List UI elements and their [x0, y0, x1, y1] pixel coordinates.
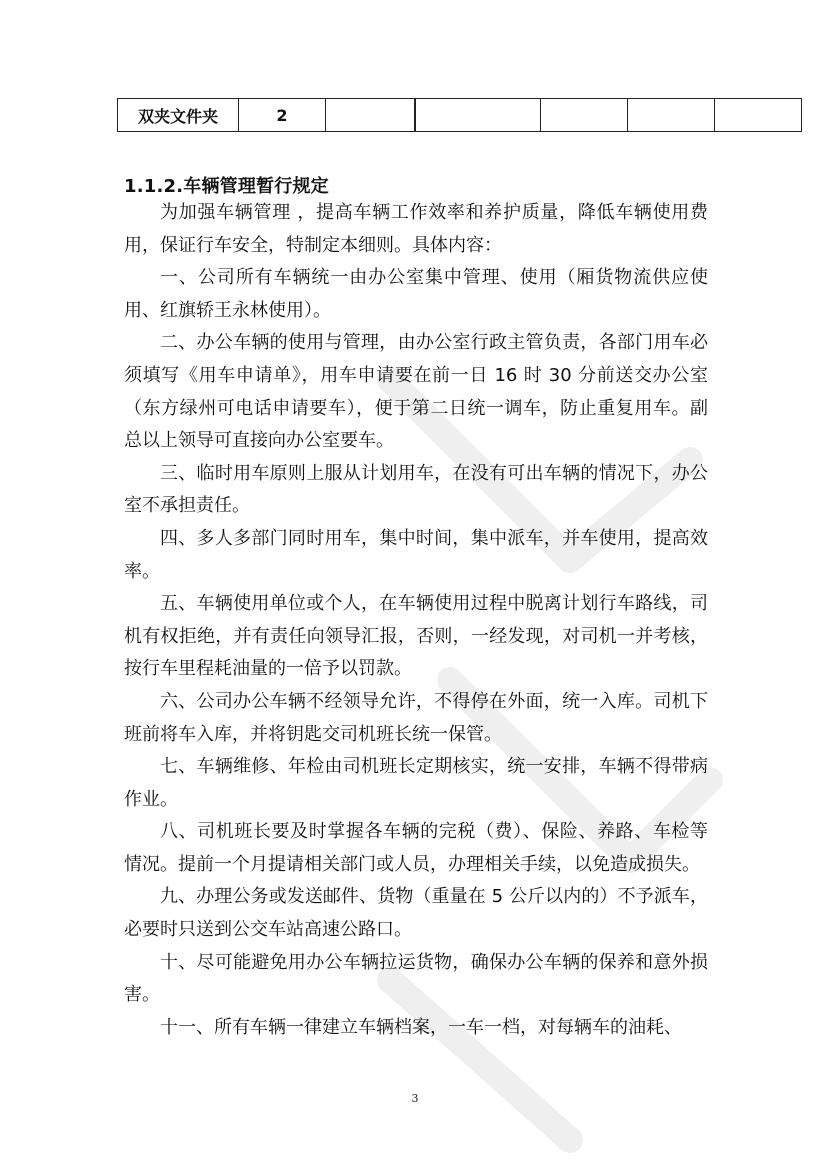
paragraph-rule-9: 九、办理公务或发送邮件、货物（重量在 5 公斤以内的）不予派车，必要时只送到公交车站高速公路口。 [124, 886, 708, 941]
table-cell-quantity: 2 [239, 99, 326, 132]
paragraph-rule-3: 三、临时用车原则上服从计划用车，在没有可出车辆的情况下，办公室不承担责任。 [124, 462, 708, 517]
table-cell-item-name: 双夹文件夹 [118, 99, 239, 132]
paragraph-rule-11: 十一、所有车辆一律建立车辆档案，一车一档，对每辆车的油耗、 [160, 1016, 682, 1038]
item-table [117, 98, 802, 132]
paragraph-rule-4: 四、多人多部门同时用车，集中时间，集中派车，并车使用，提高效率。 [124, 527, 708, 582]
table-cell [415, 99, 541, 132]
paragraph-rule-7: 七、车辆维修、年检由司机班长定期核实，统一安排，车辆不得带病作业。 [124, 756, 708, 810]
paragraph-rule-10: 十、尽可能避免用办公车辆拉运货物，确保办公车辆的保养和意外损害。 [124, 951, 708, 1006]
section-heading: 1.1.2.车辆管理暂行规定 [124, 176, 329, 197]
paragraph-rule-6: 六、公司办公车辆不经领导允许，不得停在外面，统一入库。司机下班前将车入库，并将钥匙交司机班长统一保管。 [124, 690, 708, 745]
table-cell [628, 99, 715, 132]
paragraph-rule-1: 一、公司所有车辆统一由办公室集中管理、使用（厢货物流供应使用、红旗轿王永林使用）。 [124, 267, 708, 321]
table-cell [715, 99, 802, 132]
body-text [124, 197, 708, 1044]
paragraph-rule-8: 八、司机班长要及时掌握各车辆的完税（费）、保险、养路、车检等情况。提前一个月提请相关部门或人员，办理相关手续，以免造成损失。 [124, 821, 708, 875]
paragraph-intro: 为加强车辆管理 ，提高车辆工作效率和养护质量，降低车辆使用费用，保证行车安全，特制定本细则。具体内容： [124, 202, 708, 256]
table-row [118, 99, 802, 132]
paragraph-rule-2: 二、办公车辆的使用与管理，由办公室行政主管负责，各部门用车必须填写《用车申请单》，用车申请要在前一日 16 时 30 分前送交办公室（东方绿州可电话申请要车），便于第二日统一调车，防止重复用车。副总以上领导可直接向办公室要车。 [124, 332, 708, 452]
table-cell [326, 99, 416, 132]
paragraph-rule-5: 五、车辆使用单位或个人，在车辆使用过程中脱离计划行车路线，司机有权拒绝，并有责任向领导汇报，否则，一经发现，对司机一并考核，按行车里程耗油量的一倍予以罚款。 [124, 593, 708, 680]
page-number: 3 [411, 1092, 419, 1105]
table-cell [541, 99, 628, 132]
